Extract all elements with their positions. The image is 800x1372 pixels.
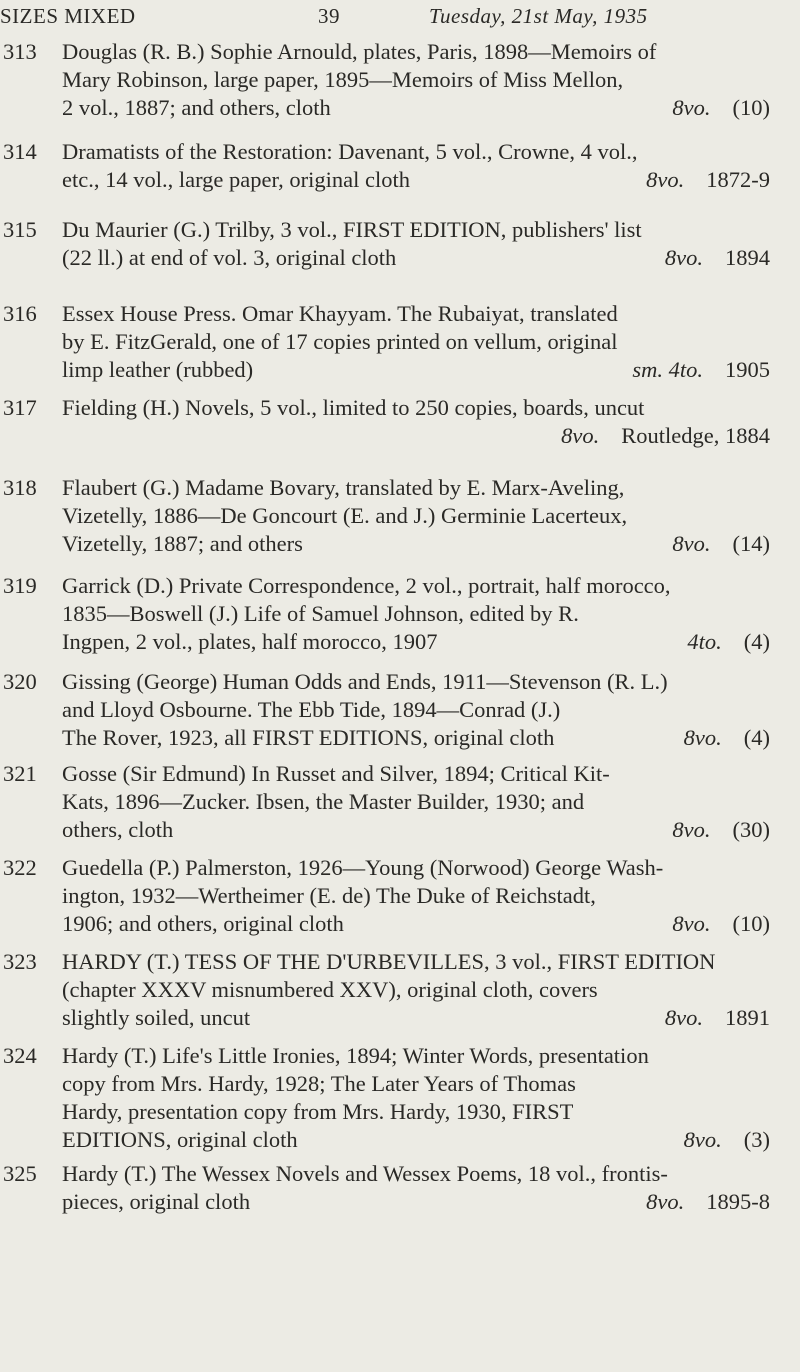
book-format: 8vo. bbox=[664, 245, 703, 270]
description-line: Mary Robinson, large paper, 1895—Memoirs of Miss Mellon, bbox=[62, 67, 624, 92]
page-number: 39 bbox=[318, 4, 340, 28]
description-line: Hardy (T.) Life's Little Ironies, 1894; Winter Words, presentation bbox=[62, 1043, 649, 1068]
description-last-line bbox=[62, 1188, 770, 1216]
description-text: The Rover, 1923, all FIRST EDITIONS, original cloth bbox=[62, 725, 555, 750]
description-last-line bbox=[62, 356, 770, 384]
description-text: EDITIONS, original cloth bbox=[62, 1127, 298, 1152]
description-last-line bbox=[62, 816, 770, 844]
description-line: Hardy (T.) The Wessex Novels and Wessex Poems, 18 vol., frontis- bbox=[62, 1161, 668, 1186]
lot-number: 323 bbox=[3, 949, 37, 974]
lot-extra: (3) bbox=[743, 1127, 770, 1152]
description-text: 1906; and others, original cloth bbox=[62, 911, 344, 936]
lot-number: 324 bbox=[3, 1043, 37, 1068]
description-last-line bbox=[62, 244, 770, 272]
description-last-line bbox=[62, 724, 770, 752]
lot-number: 322 bbox=[3, 855, 37, 880]
description-line: Gosse (Sir Edmund) In Russet and Silver, 1894; Critical Kit- bbox=[62, 761, 610, 786]
description-text: others, cloth bbox=[62, 817, 174, 842]
description-line: Dramatists of the Restoration: Davenant, 5 vol., Crowne, 4 vol., bbox=[62, 139, 638, 164]
description-last-line bbox=[62, 628, 770, 656]
description-text: etc., 14 vol., large paper, original cloth bbox=[62, 167, 410, 192]
lot-number: 318 bbox=[3, 475, 37, 500]
book-format: 8vo. bbox=[672, 531, 711, 556]
book-format: 8vo. bbox=[646, 1189, 685, 1214]
description-text: limp leather (rubbed) bbox=[62, 357, 254, 382]
lot-number: 314 bbox=[3, 139, 37, 164]
description-line: by E. FitzGerald, one of 17 copies printed on vellum, original bbox=[62, 329, 618, 354]
lot-extra: (4) bbox=[743, 629, 770, 654]
description-last-line bbox=[62, 910, 770, 938]
description-line: Kats, 1896—Zucker. Ibsen, the Master Builder, 1930; and bbox=[62, 789, 585, 814]
lot-number: 313 bbox=[3, 39, 37, 64]
description-text: slightly soiled, uncut bbox=[62, 1005, 251, 1030]
description-line: and Lloyd Osbourne. The Ebb Tide, 1894—Conrad (J.) bbox=[62, 697, 561, 722]
description-line: Hardy, presentation copy from Mrs. Hardy, 1930, FIRST bbox=[62, 1099, 574, 1124]
lot-extra: (30) bbox=[732, 817, 770, 842]
lot-description bbox=[62, 300, 770, 384]
lot-description bbox=[62, 948, 770, 1032]
lot-description bbox=[62, 1042, 770, 1154]
description-line: Garrick (D.) Private Correspondence, 2 vol., portrait, half morocco, bbox=[62, 573, 671, 598]
book-format: 4to. bbox=[687, 629, 722, 654]
lot-number: 317 bbox=[3, 395, 37, 420]
book-format: 8vo. bbox=[672, 911, 711, 936]
description-line: Gissing (George) Human Odds and Ends, 1911—Stevenson (R. L.) bbox=[62, 669, 668, 694]
book-format: 8vo. bbox=[683, 1127, 722, 1152]
description-last-line bbox=[62, 422, 770, 450]
description-line: copy from Mrs. Hardy, 1928; The Later Years of Thomas bbox=[62, 1071, 576, 1096]
description-last-line bbox=[62, 1004, 770, 1032]
book-format: 8vo. bbox=[561, 423, 600, 448]
lot-description bbox=[62, 394, 770, 450]
book-format: sm. 4to. bbox=[632, 357, 703, 382]
book-format: 8vo. bbox=[672, 817, 711, 842]
lot-extra: Routledge, 1884 bbox=[621, 423, 770, 448]
lot-description bbox=[62, 572, 770, 656]
lot-extra: (14) bbox=[732, 531, 770, 556]
description-line: Douglas (R. B.) Sophie Arnould, plates, Paris, 1898—Memoirs of bbox=[62, 39, 657, 64]
running-header bbox=[0, 4, 800, 30]
lot-description bbox=[62, 38, 770, 122]
description-last-line bbox=[62, 1126, 770, 1154]
lot-extra: 1891 bbox=[725, 1005, 770, 1030]
lot-extra: (4) bbox=[743, 725, 770, 750]
description-text: 2 vol., 1887; and others, cloth bbox=[62, 95, 331, 120]
description-line: Du Maurier (G.) Trilby, 3 vol., FIRST EDITION, publishers' list bbox=[62, 217, 642, 242]
description-text: Ingpen, 2 vol., plates, half morocco, 1907 bbox=[62, 629, 438, 654]
description-line: (chapter XXXV misnumbered XXV), original cloth, covers bbox=[62, 977, 598, 1002]
description-line: Essex House Press. Omar Khayyam. The Rubaiyat, translated bbox=[62, 301, 618, 326]
description-line: Fielding (H.) Novels, 5 vol., limited to 250 copies, boards, uncut bbox=[62, 395, 645, 420]
description-text: (22 ll.) at end of vol. 3, original cloth bbox=[62, 245, 397, 270]
lot-description bbox=[62, 216, 770, 272]
section-heading: SIZES MIXED bbox=[0, 4, 136, 28]
description-line: Vizetelly, 1886—De Goncourt (E. and J.) Germinie Lacerteux, bbox=[62, 503, 628, 528]
description-line: ington, 1932—Wertheimer (E. de) The Duke of Reichstadt, bbox=[62, 883, 596, 908]
description-text bbox=[62, 422, 561, 450]
lot-extra: (10) bbox=[732, 95, 770, 120]
sale-date: Tuesday, 21st May, 1935 bbox=[429, 4, 648, 28]
lot-description bbox=[62, 138, 770, 194]
book-format: 8vo. bbox=[646, 167, 685, 192]
lot-extra: 1905 bbox=[725, 357, 770, 382]
lot-number: 325 bbox=[3, 1161, 37, 1186]
lot-description bbox=[62, 854, 770, 938]
lot-number: 316 bbox=[3, 301, 37, 326]
book-format: 8vo. bbox=[683, 725, 722, 750]
lot-extra: (10) bbox=[732, 911, 770, 936]
lot-extra: 1894 bbox=[725, 245, 770, 270]
description-line: Guedella (P.) Palmerston, 1926—Young (Norwood) George Wash- bbox=[62, 855, 664, 880]
lot-description bbox=[62, 760, 770, 844]
lot-extra: 1872-9 bbox=[706, 167, 770, 192]
description-text: Vizetelly, 1887; and others bbox=[62, 531, 303, 556]
lot-description bbox=[62, 668, 770, 752]
book-format: 8vo. bbox=[664, 1005, 703, 1030]
lot-number: 319 bbox=[3, 573, 37, 598]
book-format: 8vo. bbox=[672, 95, 711, 120]
lot-description bbox=[62, 474, 770, 558]
description-text: pieces, original cloth bbox=[62, 1189, 251, 1214]
lot-number: 320 bbox=[3, 669, 37, 694]
lot-number: 321 bbox=[3, 761, 37, 786]
description-last-line bbox=[62, 530, 770, 558]
lot-extra: 1895-8 bbox=[706, 1189, 770, 1214]
lot-description bbox=[62, 1160, 770, 1216]
description-last-line bbox=[62, 94, 770, 122]
description-last-line bbox=[62, 166, 770, 194]
description-line: Flaubert (G.) Madame Bovary, translated by E. Marx-Aveling, bbox=[62, 475, 625, 500]
lot-number: 315 bbox=[3, 217, 37, 242]
description-line: 1835—Boswell (J.) Life of Samuel Johnson, edited by R. bbox=[62, 601, 579, 626]
description-line: HARDY (T.) TESS OF THE D'URBEVILLES, 3 vol., FIRST EDITION bbox=[62, 949, 716, 974]
